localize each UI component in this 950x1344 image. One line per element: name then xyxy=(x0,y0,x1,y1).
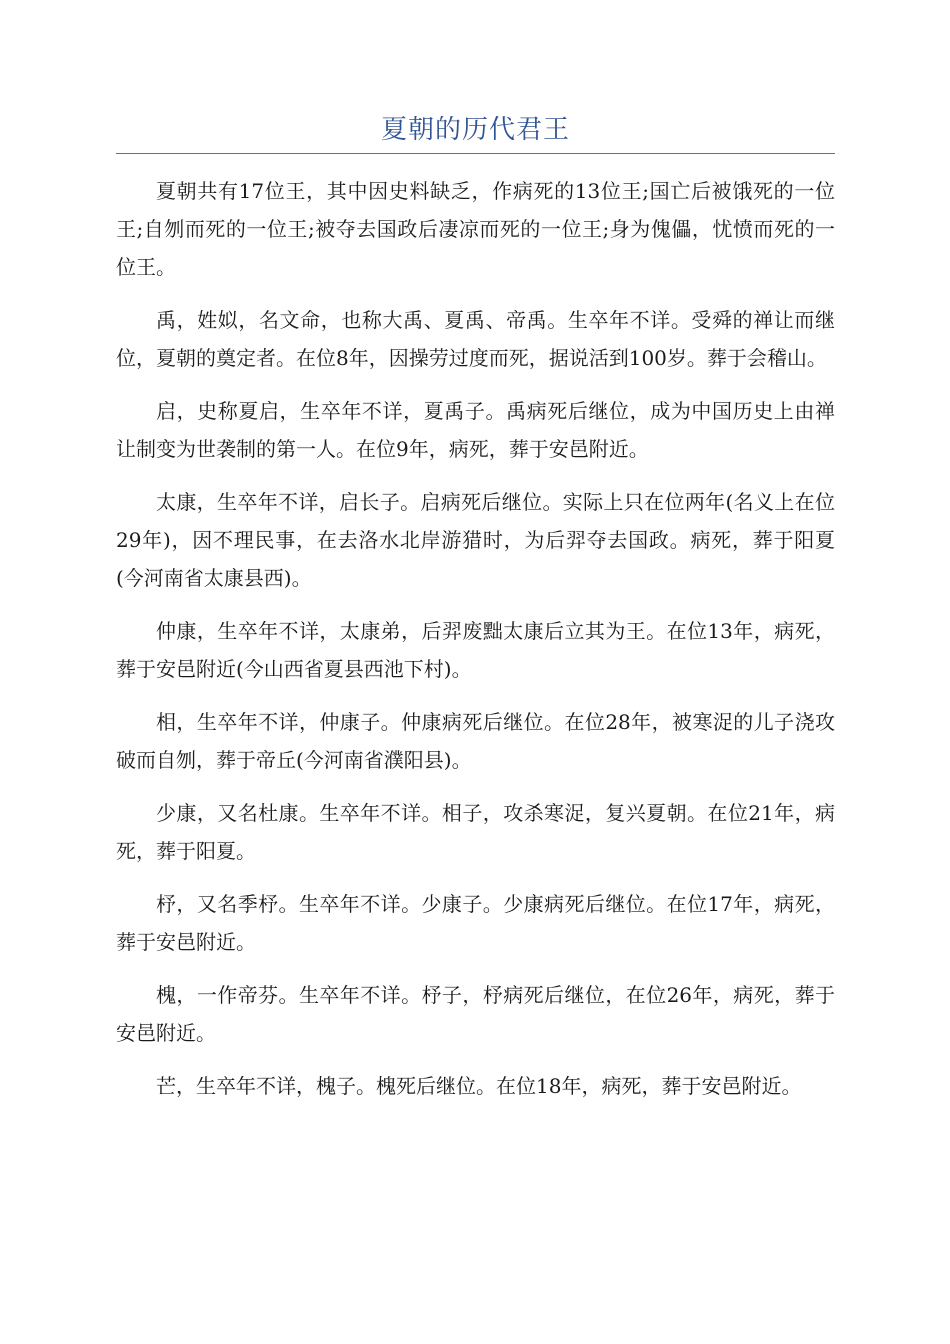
paragraph-huai: 槐，一作帝芬。生卒年不详。杼子，杼病死后继位，在位26年，病死，葬于安邑附近。 xyxy=(116,983,835,1045)
paragraph-xiang: 相，生卒年不详，仲康子。仲康病死后继位。在位28年，被寒浞的儿子浇攻破而自刎，葬于帝丘(今河南省濮阳县)。 xyxy=(116,710,835,772)
paragraph-intro: 夏朝共有17位王，其中因史料缺乏，作病死的13位王;国亡后被饿死的一位王;自刎而死的一位王;被夺去国政后凄凉而死的一位王;身为傀儡，忧愤而死的一位王。 xyxy=(116,179,835,279)
paragraph-shaokang: 少康，又名杜康。生卒年不详。相子，攻杀寒浞，复兴夏朝。在位21年，病死，葬于阳夏。 xyxy=(116,801,835,863)
paragraph-qi: 启，史称夏启，生卒年不详，夏禹子。禹病死后继位，成为中国历史上由禅让制变为世袭制的第一人。在位9年，病死，葬于安邑附近。 xyxy=(116,399,835,461)
paragraph-yu: 禹，姓姒，名文命，也称大禹、夏禹、帝禹。生卒年不详。受舜的禅让而继位，夏朝的奠定者。在位8年，因操劳过度而死，据说活到100岁。葬于会稽山。 xyxy=(116,308,835,370)
paragraph-mang: 芒，生卒年不详，槐子。槐死后继位。在位18年，病死，葬于安邑附近。 xyxy=(156,1074,802,1098)
page-title: 夏朝的历代君王 xyxy=(380,115,570,145)
paragraph-zhongkang: 仲康，生卒年不详，太康弟，后羿废黜太康后立其为王。在位13年，病死，葬于安邑附近(今山西省夏县西池下村)。 xyxy=(116,619,835,681)
document-body xyxy=(116,172,835,1120)
paragraph-zhu: 杼，又名季杼。生卒年不详。少康子。少康病死后继位。在位17年，病死，葬于安邑附近。 xyxy=(116,892,835,954)
title-underline xyxy=(116,153,835,154)
paragraph-taikang: 太康，生卒年不详，启长子。启病死后继位。实际上只在位两年(名义上在位29年)，因不理民事，在去洛水北岸游猎时，为后羿夺去国政。病死，葬于阳夏(今河南省太康县西)。 xyxy=(116,490,835,590)
